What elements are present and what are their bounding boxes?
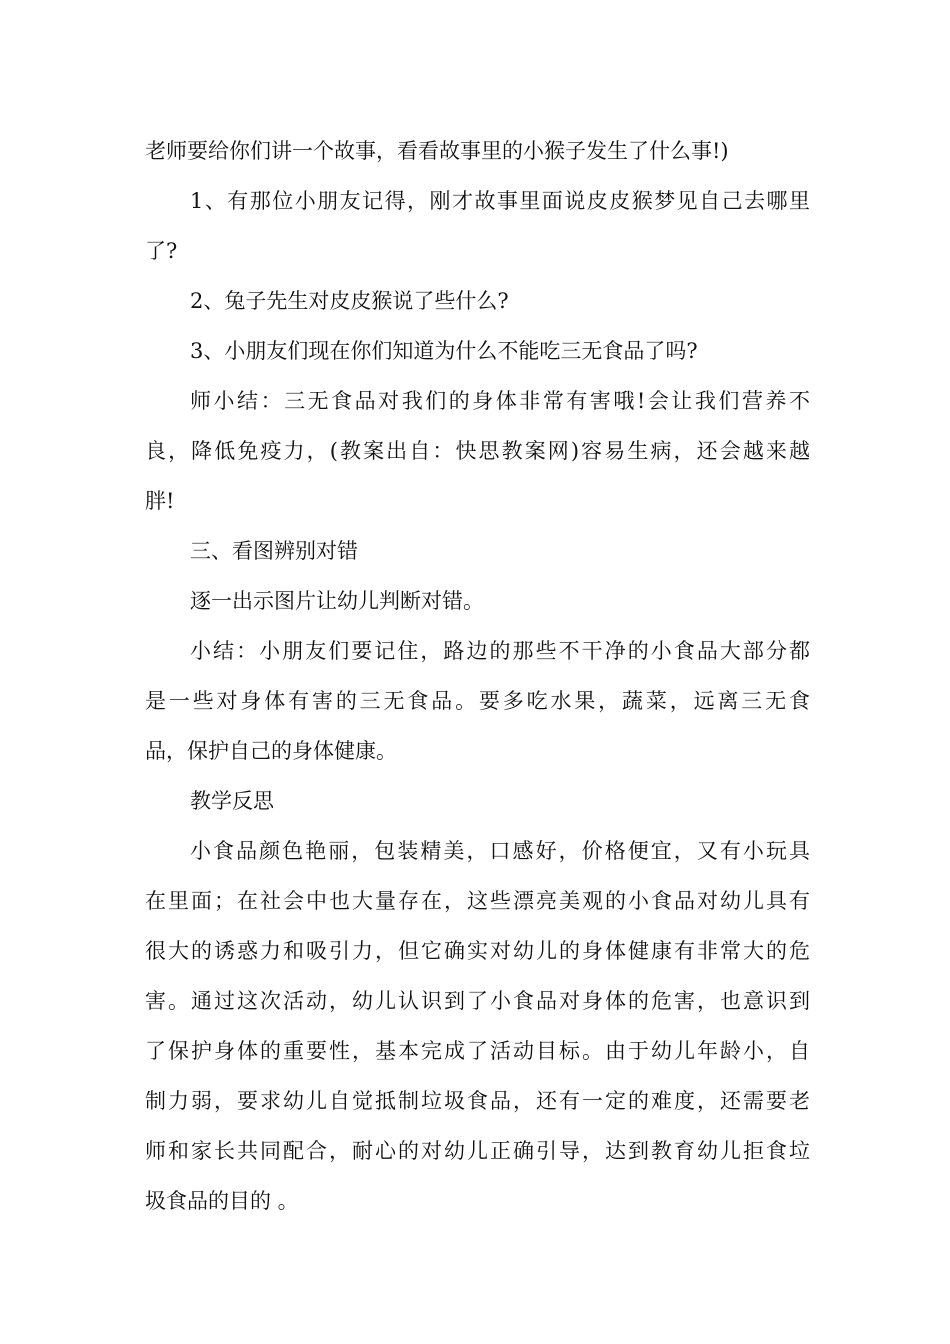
text-line: 制力弱，要求幼儿自觉抵制垃圾食品，还有一定的难度，还需要老 xyxy=(145,1089,810,1113)
text-line: 品，保护自己的身体健康。 xyxy=(145,739,397,763)
text-line: 胖! xyxy=(145,489,175,513)
section-heading: 教学反思 xyxy=(190,789,274,813)
text-line: 在里面；在社会中也大量存在，这些漂亮美观的小食品对幼儿具有 xyxy=(145,889,810,913)
text-line: 很大的诱惑力和吸引力，但它确实对幼儿的身体健康有非常大的危 xyxy=(145,939,810,963)
text-line: 了? xyxy=(145,239,178,263)
text-line: 是一些对身体有害的三无食品。要多吃水果，蔬菜，远离三无食 xyxy=(145,689,810,713)
text-line: 害。通过这次活动，幼儿认识到了小食品对身体的危害，也意识到 xyxy=(145,989,810,1013)
text-line: 老师要给你们讲一个故事，看看故事里的小猴子发生了什么事!) xyxy=(145,139,729,163)
section-heading: 三、看图辨别对错 xyxy=(190,539,358,563)
text-line: 了保护身体的重要性，基本完成了活动目标。由于幼儿年龄小，自 xyxy=(145,1039,810,1063)
text-line: 2、兔子先生对皮皮猴说了些什么? xyxy=(190,289,509,313)
text-line: 3、小朋友们现在你们知道为什么不能吃三无食品了吗? xyxy=(190,339,698,363)
text-line: 师小结：三无食品对我们的身体非常有害哦!会让我们营养不 xyxy=(190,389,810,413)
text-line: 逐一出示图片让幼儿判断对错。 xyxy=(190,589,484,613)
text-line: 师和家长共同配合，耐心的对幼儿正确引导，达到教育幼儿拒食垃 xyxy=(145,1139,810,1163)
text-line: 小结：小朋友们要记住，路边的那些不干净的小食品大部分都 xyxy=(190,639,810,663)
text-line: 圾食品的目的 。 xyxy=(145,1189,299,1213)
text-line: 良，降低免疫力，(教案出自：快思教案网)容易生病，还会越来越 xyxy=(145,439,810,463)
text-line: 1、有那位小朋友记得，刚才故事里面说皮皮猴梦见自己去哪里 xyxy=(190,189,810,213)
text-line: 小食品颜色艳丽，包装精美，口感好，价格便宜，又有小玩具 xyxy=(190,839,810,863)
